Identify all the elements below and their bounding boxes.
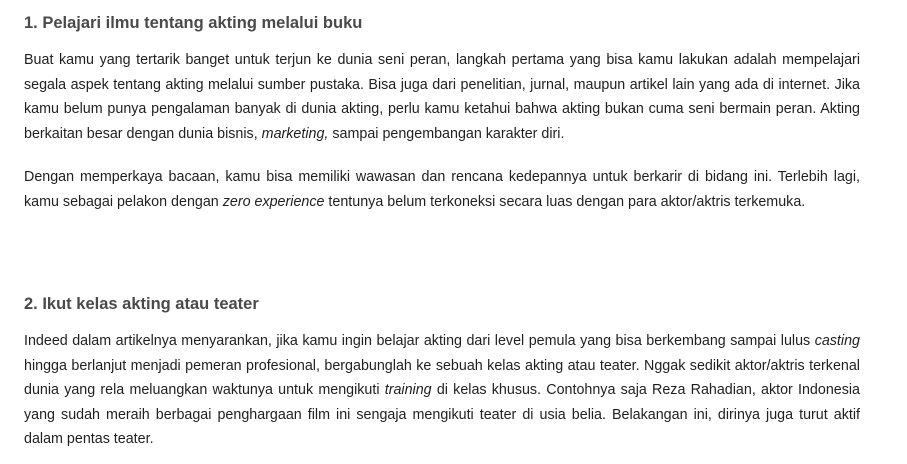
paragraph-2-text-a: Dengan memperkaya bacaan, kamu bisa memiliki wawasan dan rencana kedepannya untuk berkarir di bidang ini. Terlebih lagi, kamu sebagai pelakon dengan (24, 169, 860, 210)
paragraph-3-text-a: Indeed dalam artikelnya menyarankan, jika kamu ingin belajar akting dari level pemula yang bisa berkembang sampai lulus (24, 333, 815, 349)
paragraph-3-text-b: hingga berlanjut menjadi pemeran profesional, bergabunglah ke sebuah kelas akting atau teater. Nggak sedikit aktor/aktris terkenal dunia yang rela meluangkan waktunya untuk mengikuti (24, 357, 860, 399)
paragraph-1-italic: marketing, (261, 125, 329, 142)
paragraph-2 (24, 165, 860, 214)
paragraph-2-text-b: tentunya belum terkoneksi secara luas dengan para aktor/aktris terkemuka. (324, 193, 806, 210)
paragraph-2-italic: zero experience (222, 193, 325, 210)
paragraph-3 (24, 329, 860, 452)
paragraph-3-italic-1: casting (814, 333, 860, 349)
paragraph-3-italic-2: training (384, 382, 432, 399)
section-heading-1: 1. Pelajari ilmu tentang akting melalui buku (24, 14, 363, 32)
paragraph-1-text-b: sampai pengembangan karakter diri. (328, 125, 565, 142)
section-heading-2: 2. Ikut kelas akting atau teater (24, 295, 259, 313)
paragraph-3-text-c: di kelas khusus. Contohnya saja Reza Rahadian, aktor Indonesia yang sudah meraih berbagai penghargaan film ini sengaja mengikuti teater di usia belia. Belakangan ini, dirinya juga turut aktif dalam pentas teater. (24, 382, 860, 448)
paragraph-1 (24, 48, 860, 146)
paragraph-1-text-a: Buat kamu yang tertarik banget untuk terjun ke dunia seni peran, langkah pertama yang bisa kamu lakukan adalah mempelajari segala aspek tentang akting melalui sumber pustaka. Bisa juga dari penelitian, jurnal, maupun artikel lain yang ada di internet. Jika kamu belum punya pengalaman banyak di dunia akting, perlu kamu ketahui bahwa akting bukan cuma seni bermain peran. Akting berkaitan besar dengan dunia bisnis, (24, 52, 860, 142)
